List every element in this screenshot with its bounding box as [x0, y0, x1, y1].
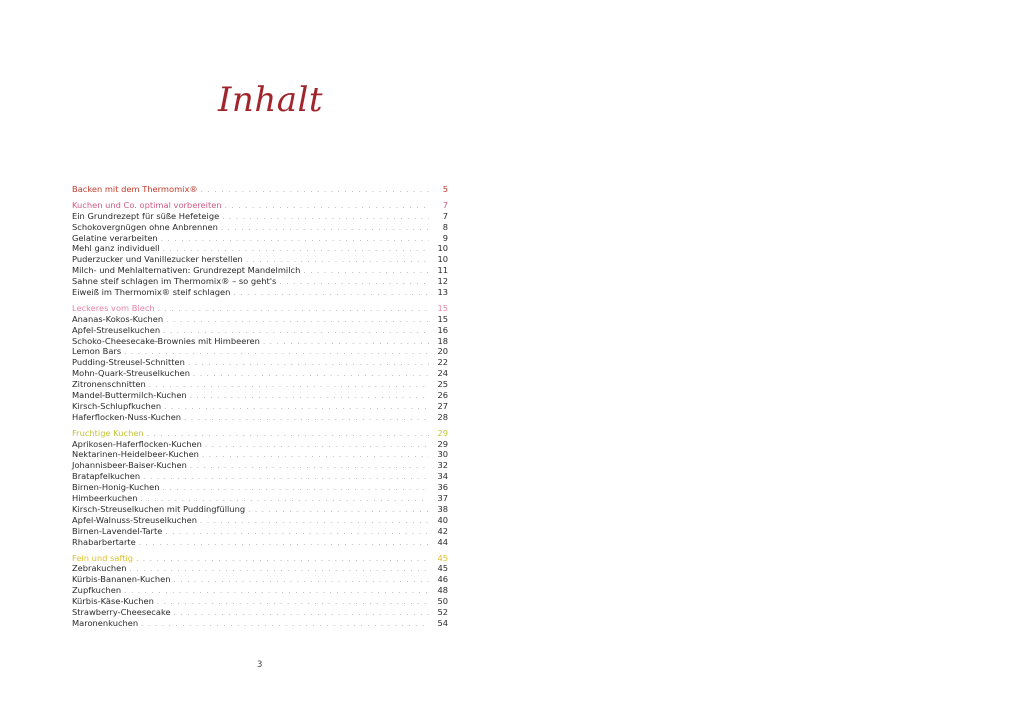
entry-title: Gelatine verarbeiten	[72, 232, 158, 243]
toc-entry[interactable]	[72, 607, 448, 618]
toc-entry[interactable]	[72, 222, 448, 233]
toc-section-header[interactable]	[72, 428, 448, 439]
dot-leader	[303, 266, 429, 277]
entry-title: Mohn-Quark-Streuselkuchen	[72, 368, 190, 379]
entry-title: Zupfkuchen	[72, 585, 122, 596]
dot-leader	[263, 337, 429, 348]
page-number: 37	[437, 493, 448, 504]
page-number: 28	[437, 411, 448, 422]
toc-entry[interactable]	[72, 526, 448, 537]
page-number: 22	[437, 357, 448, 368]
page-title: Inhalt	[218, 80, 324, 120]
entry-title: Himbeerkuchen	[72, 493, 138, 504]
toc-entry[interactable]	[72, 585, 448, 596]
page-number: 52	[437, 606, 448, 617]
section-title: Leckeres vom Blech	[72, 302, 155, 313]
toc-section-header[interactable]	[72, 303, 448, 314]
entry-title: Ananas-Kokos-Kuchen	[72, 313, 164, 324]
page-number: 24	[437, 368, 448, 379]
entry-title: Birnen-Honig-Kuchen	[72, 482, 160, 493]
page-number: 44	[437, 536, 448, 547]
entry-title: Puderzucker und Vanillezucker herstellen	[72, 254, 243, 265]
toc-left	[72, 184, 448, 634]
toc-section	[72, 428, 448, 548]
entry-title: Schokovergnügen ohne Anbrennen	[72, 221, 218, 232]
entry-title: Strawberry-Cheesecake	[72, 606, 171, 617]
entry-title: Zitronenschnitten	[72, 379, 146, 390]
right-page	[510, 0, 1020, 721]
dot-leader	[184, 413, 429, 424]
dot-leader	[164, 402, 429, 413]
toc-entry[interactable]	[72, 493, 448, 504]
dot-leader	[174, 608, 429, 619]
toc-entry[interactable]	[72, 618, 448, 629]
page-number: 54	[437, 617, 448, 628]
dot-leader	[200, 516, 429, 527]
toc-entry[interactable]	[72, 346, 448, 357]
page-number: 15	[437, 302, 448, 313]
page-number: 40	[437, 514, 448, 525]
toc-section-header[interactable]	[72, 553, 448, 564]
dot-leader	[163, 483, 430, 494]
dot-leader	[190, 461, 429, 472]
toc-entry[interactable]	[72, 233, 448, 244]
dot-leader	[174, 575, 430, 586]
toc-entry[interactable]	[72, 449, 448, 460]
page-number: 10	[437, 243, 448, 254]
toc-entry[interactable]	[72, 471, 448, 482]
page-number: 38	[437, 503, 448, 514]
dot-leader	[233, 288, 429, 299]
page-number: 5	[442, 184, 448, 194]
entry-title: Haferflocken-Nuss-Kuchen	[72, 411, 182, 422]
entry-title: Kirsch-Schlupfkuchen	[72, 400, 162, 411]
toc-entry[interactable]	[72, 336, 448, 347]
page-number: 7	[442, 210, 448, 221]
dot-leader	[222, 212, 429, 223]
toc-section	[72, 553, 448, 629]
page-number: 50	[437, 596, 448, 607]
entry-title: Pudding-Streusel-Schnitten	[72, 357, 185, 368]
toc-entry[interactable]	[72, 412, 448, 423]
toc-entry[interactable]	[72, 596, 448, 607]
page-number: 48	[437, 585, 448, 596]
toc-entry[interactable]	[72, 401, 448, 412]
page-number: 16	[437, 324, 448, 335]
toc-entry[interactable]	[72, 563, 448, 574]
entry-title: Mehl ganz individuell	[72, 243, 160, 254]
dot-leader	[149, 380, 429, 391]
entry-title: Milch- und Mehlalternativen: Grundrezept Mandelmilch	[72, 265, 301, 276]
section-title: Fruchtige Kuchen	[72, 427, 144, 438]
toc-entry[interactable]	[72, 439, 448, 450]
entry-title: Birnen-Lavendel-Tarte	[72, 525, 163, 536]
toc-entry[interactable]	[72, 287, 448, 298]
entry-title: Kirsch-Streuselkuchen mit Puddingfüllung	[72, 503, 246, 514]
entry-title: Ein Grundrezept für süße Hefeteige	[72, 210, 220, 221]
toc-entry[interactable]	[72, 537, 448, 548]
entry-title: Eiweiß im Thermomix® steif schlagen	[72, 287, 231, 298]
entry-title: Apfel-Walnuss-Streuselkuchen	[72, 514, 197, 525]
section-title: Backen mit dem Thermomix®	[72, 184, 198, 194]
toc-entry[interactable]	[72, 276, 448, 287]
entry-title: Nektarinen-Heidelbeer-Kuchen	[72, 449, 199, 460]
dot-leader	[136, 554, 429, 565]
entry-title: Rhabarbertarte	[72, 536, 136, 547]
entry-title: Bratapfelkuchen	[72, 471, 141, 482]
dot-leader	[157, 597, 429, 608]
page-number: 34	[437, 471, 448, 482]
page-number: 15	[437, 313, 448, 324]
page-number: 45	[437, 563, 448, 574]
toc-entry[interactable]	[72, 504, 448, 515]
dot-leader	[130, 564, 429, 575]
toc-entry[interactable]	[72, 482, 448, 493]
dot-leader	[141, 619, 429, 630]
dot-leader	[165, 527, 429, 538]
page-number: 13	[437, 287, 448, 298]
toc-entry[interactable]	[72, 243, 448, 254]
toc-entry[interactable]	[72, 368, 448, 379]
page-number: 10	[437, 254, 448, 265]
page-number: 27	[437, 400, 448, 411]
entry-title: Maronenkuchen	[72, 617, 139, 628]
page-number: 45	[437, 552, 448, 563]
toc-section	[72, 303, 448, 423]
toc-entry[interactable]	[72, 265, 448, 276]
toc-entry[interactable]	[72, 515, 448, 526]
dot-leader	[190, 391, 429, 402]
section-title: Fein und saftig	[72, 552, 134, 563]
entry-title: Kürbis-Käse-Kuchen	[72, 596, 154, 607]
page-number: 30	[437, 449, 448, 460]
entry-title: Johannisbeer-Baiser-Kuchen	[72, 460, 187, 471]
entry-title: Zebrakuchen	[72, 563, 127, 574]
dot-leader	[166, 315, 429, 326]
dot-leader	[279, 277, 429, 288]
page-number: 42	[437, 525, 448, 536]
dot-leader	[225, 201, 429, 212]
entry-title: Mandel-Buttermilch-Kuchen	[72, 390, 187, 401]
entry-title: Apfel-Streuselkuchen	[72, 324, 161, 335]
page-number: 7	[442, 199, 448, 210]
entry-title: Lemon Bars	[72, 346, 122, 357]
dot-leader	[139, 538, 429, 549]
dot-leader	[188, 358, 429, 369]
toc-section	[72, 184, 448, 195]
toc-entry[interactable]	[72, 357, 448, 368]
entry-title: Aprikosen-Haferflocken-Kuchen	[72, 438, 202, 449]
toc-entry[interactable]	[72, 211, 448, 222]
toc-entry[interactable]	[72, 390, 448, 401]
page-number-left: 3	[257, 660, 263, 670]
dot-leader	[205, 440, 429, 451]
dot-leader	[248, 505, 429, 516]
dot-leader	[143, 472, 429, 483]
toc-section-header[interactable]	[72, 184, 448, 195]
toc-section	[72, 200, 448, 298]
page-number: 36	[437, 482, 448, 493]
page-number: 20	[437, 346, 448, 357]
toc-entry[interactable]	[72, 379, 448, 390]
dot-leader	[201, 185, 429, 196]
page-number: 29	[437, 438, 448, 449]
toc-entry[interactable]	[72, 314, 448, 325]
section-title: Kuchen und Co. optimal vorbereiten	[72, 199, 222, 210]
page-number: 26	[437, 390, 448, 401]
entry-title: Sahne steif schlagen im Thermomix® – so geht's	[72, 276, 277, 287]
dot-leader	[221, 223, 429, 234]
toc-entry[interactable]	[72, 460, 448, 471]
page-number: 8	[442, 221, 448, 232]
page-number: 18	[437, 335, 448, 346]
toc-entry[interactable]	[72, 325, 448, 336]
page-number: 9	[442, 232, 448, 243]
page-number: 11	[437, 265, 448, 276]
dot-leader	[202, 450, 429, 461]
dot-leader	[161, 234, 429, 245]
toc-section-header[interactable]	[72, 200, 448, 211]
page-number: 29	[437, 427, 448, 438]
page-number: 12	[437, 276, 448, 287]
toc-entry[interactable]	[72, 254, 448, 265]
page-number: 46	[437, 574, 448, 585]
dot-leader	[158, 304, 429, 315]
entry-title: Kürbis-Bananen-Kuchen	[72, 574, 171, 585]
page-number: 32	[437, 460, 448, 471]
dot-leader	[124, 586, 429, 597]
dot-leader	[193, 369, 429, 380]
page-number: 25	[437, 379, 448, 390]
entry-title: Schoko-Cheesecake-Brownies mit Himbeeren	[72, 335, 260, 346]
toc-entry[interactable]	[72, 574, 448, 585]
